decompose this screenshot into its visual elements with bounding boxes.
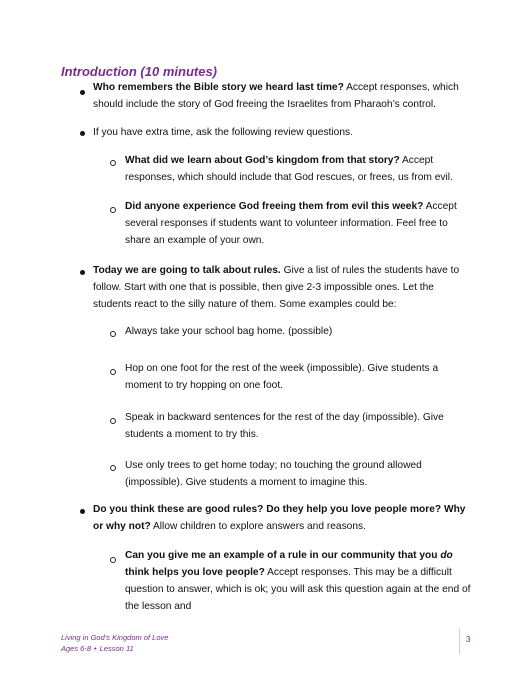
sub-bullet-icon — [110, 557, 116, 563]
sub-list-item — [125, 323, 475, 340]
sub-list-item — [125, 152, 475, 186]
item-text: Give a list of rules the students have to follow. Start with one that is possible, then give 2-3 impossible ones. Let the students react to the silly nature of them. Some examples could be: — [93, 265, 460, 310]
item-text: Use only trees to get home today; no touching the ground allowed (impossible). Give students a moment to imagine this. — [125, 460, 422, 488]
item-bold-text: Today we are going to talk about rules. — [93, 265, 281, 276]
page-footer — [61, 632, 168, 654]
section-heading: Introduction (10 minutes) — [61, 64, 217, 79]
item-bold-text: Who remembers the Bible story we heard last time? — [93, 82, 344, 93]
page-number: 3 — [466, 635, 471, 644]
bullet-icon — [80, 270, 85, 275]
sub-list-item — [125, 360, 475, 394]
sub-bullet-icon — [110, 369, 116, 375]
item-bold-text: think helps you love people? — [125, 567, 265, 578]
footer-title: Living in God’s Kingdom of Love — [61, 633, 169, 642]
footer-subtitle — [61, 643, 168, 654]
item-text: Always take your school bag home. (possible) — [125, 326, 333, 337]
bullet-icon — [80, 90, 85, 95]
item-text: Accept responses, which should include that God rescues, or frees, us from evil. — [125, 155, 453, 183]
footer-divider — [459, 628, 460, 654]
item-bold-text: What did we learn about God’s kingdom from that story? — [125, 155, 400, 166]
list-item — [93, 124, 473, 141]
footer-ages: Ages 6-8 — [61, 644, 92, 653]
item-text: Allow children to explore answers and reasons. — [150, 521, 366, 532]
item-text: If you have extra time, ask the following review questions. — [93, 127, 353, 138]
item-bold-text: Can you give me an example of a rule in our community that you — [125, 550, 441, 561]
item-text: Speak in backward sentences for the rest of the day (impossible). Give students a moment to try this. — [125, 412, 444, 440]
sub-list-item — [125, 457, 475, 491]
bullet-icon — [80, 131, 85, 136]
sub-bullet-icon — [110, 465, 116, 471]
sub-bullet-icon — [110, 160, 116, 166]
list-item — [93, 79, 473, 113]
sub-bullet-icon — [110, 331, 116, 337]
list-item — [93, 262, 473, 313]
footer-lesson: Lesson 11 — [99, 644, 134, 653]
bullet-icon — [80, 509, 85, 514]
item-text: Hop on one foot for the rest of the week (impossible). Give students a moment to try hopping on one foot. — [125, 363, 439, 391]
list-item — [93, 501, 473, 535]
sub-list-item — [125, 409, 475, 443]
sub-list-item — [125, 198, 475, 249]
footer-separator: • — [94, 644, 97, 653]
item-text: Accept responses. This may be a difficult question to answer, which is ok; you will ask this question again at the end of the lesson and — [125, 567, 471, 612]
item-text: Accept responses, which should include the story of God freeing the Israelites from Pharaoh’s control. — [93, 82, 459, 110]
sub-bullet-icon — [110, 207, 116, 213]
sub-list-item — [125, 547, 475, 615]
item-text: Accept several responses if students want to volunteer information. Feel free to share an example of your own. — [125, 201, 457, 246]
sub-bullet-icon — [110, 418, 116, 424]
item-bold-italic-text: do — [440, 550, 453, 561]
item-bold-text: Did anyone experience God freeing them from evil this week? — [125, 201, 424, 212]
item-bold-text: Do you think these are good rules? Do they help you love people more? Why or why not? — [93, 504, 466, 532]
